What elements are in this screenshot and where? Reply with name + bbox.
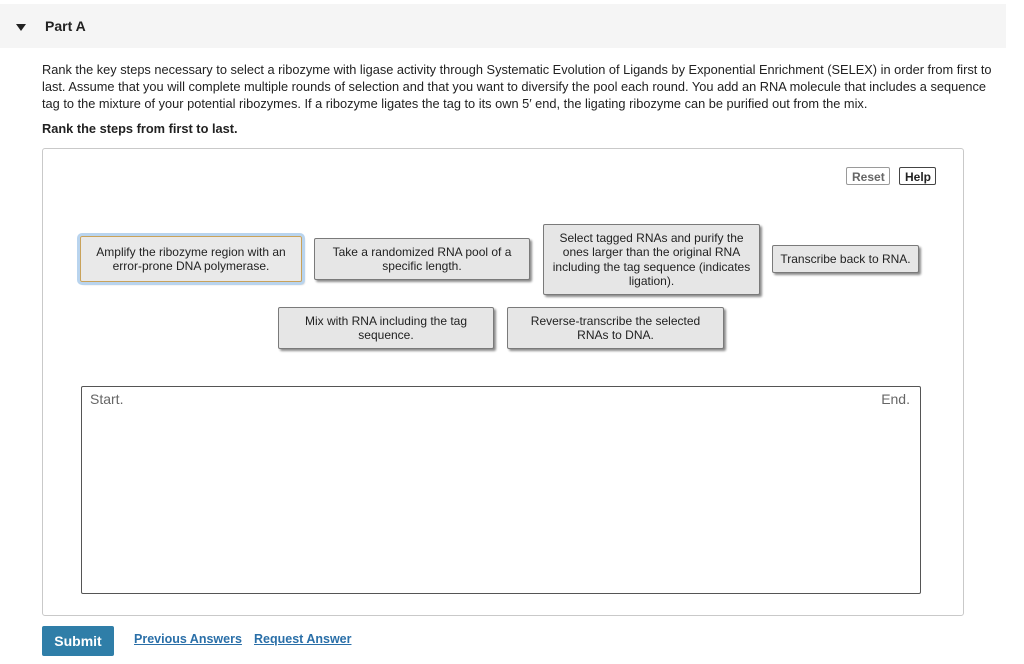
step-tile-reverse-transcribe[interactable]: Reverse-transcribe the selected RNAs to DNA. <box>507 307 724 349</box>
previous-answers-link[interactable]: Previous Answers <box>134 632 242 646</box>
collapse-caret-icon[interactable] <box>16 24 26 31</box>
dropzone-start-label: Start. <box>86 391 127 407</box>
step-tile-amplify[interactable]: Amplify the ribozyme region with an error-prone DNA polymerase. <box>80 236 302 282</box>
part-title: Part A <box>45 18 86 34</box>
step-tile-select-tagged[interactable]: Select tagged RNAs and purify the ones larger than the original RNA including the tag sequence (indicates ligation). <box>543 224 760 295</box>
step-tile-mix-tag[interactable]: Mix with RNA including the tag sequence. <box>278 307 494 349</box>
step-tile-randomized-pool[interactable]: Take a randomized RNA pool of a specific length. <box>314 238 530 280</box>
ranking-dropzone[interactable] <box>81 386 921 594</box>
instruction-text: Rank the steps from first to last. <box>42 121 238 136</box>
reset-button[interactable]: Reset <box>846 167 890 185</box>
request-answer-link[interactable]: Request Answer <box>254 632 352 646</box>
step-tile-transcribe[interactable]: Transcribe back to RNA. <box>772 245 919 273</box>
help-button[interactable]: Help <box>899 167 936 185</box>
part-header[interactable] <box>0 4 1006 48</box>
question-text: Rank the key steps necessary to select a ribozyme with ligase activity through Systematic Evolution of Ligands by Exponential Enrichment (SELEX) in order from first to last. Assume that you will complete multiple rounds of selection and that you want to diversify the pool each round. You add an RNA molecule that includes a sequence tag to the mixture of your potential ribozymes. If a ribozyme ligates the tag to its own 5′ end, the ligating ribozyme can be purified out from the mix. <box>42 62 992 111</box>
submit-button[interactable]: Submit <box>42 626 114 656</box>
dropzone-end-label: End. <box>877 391 914 407</box>
